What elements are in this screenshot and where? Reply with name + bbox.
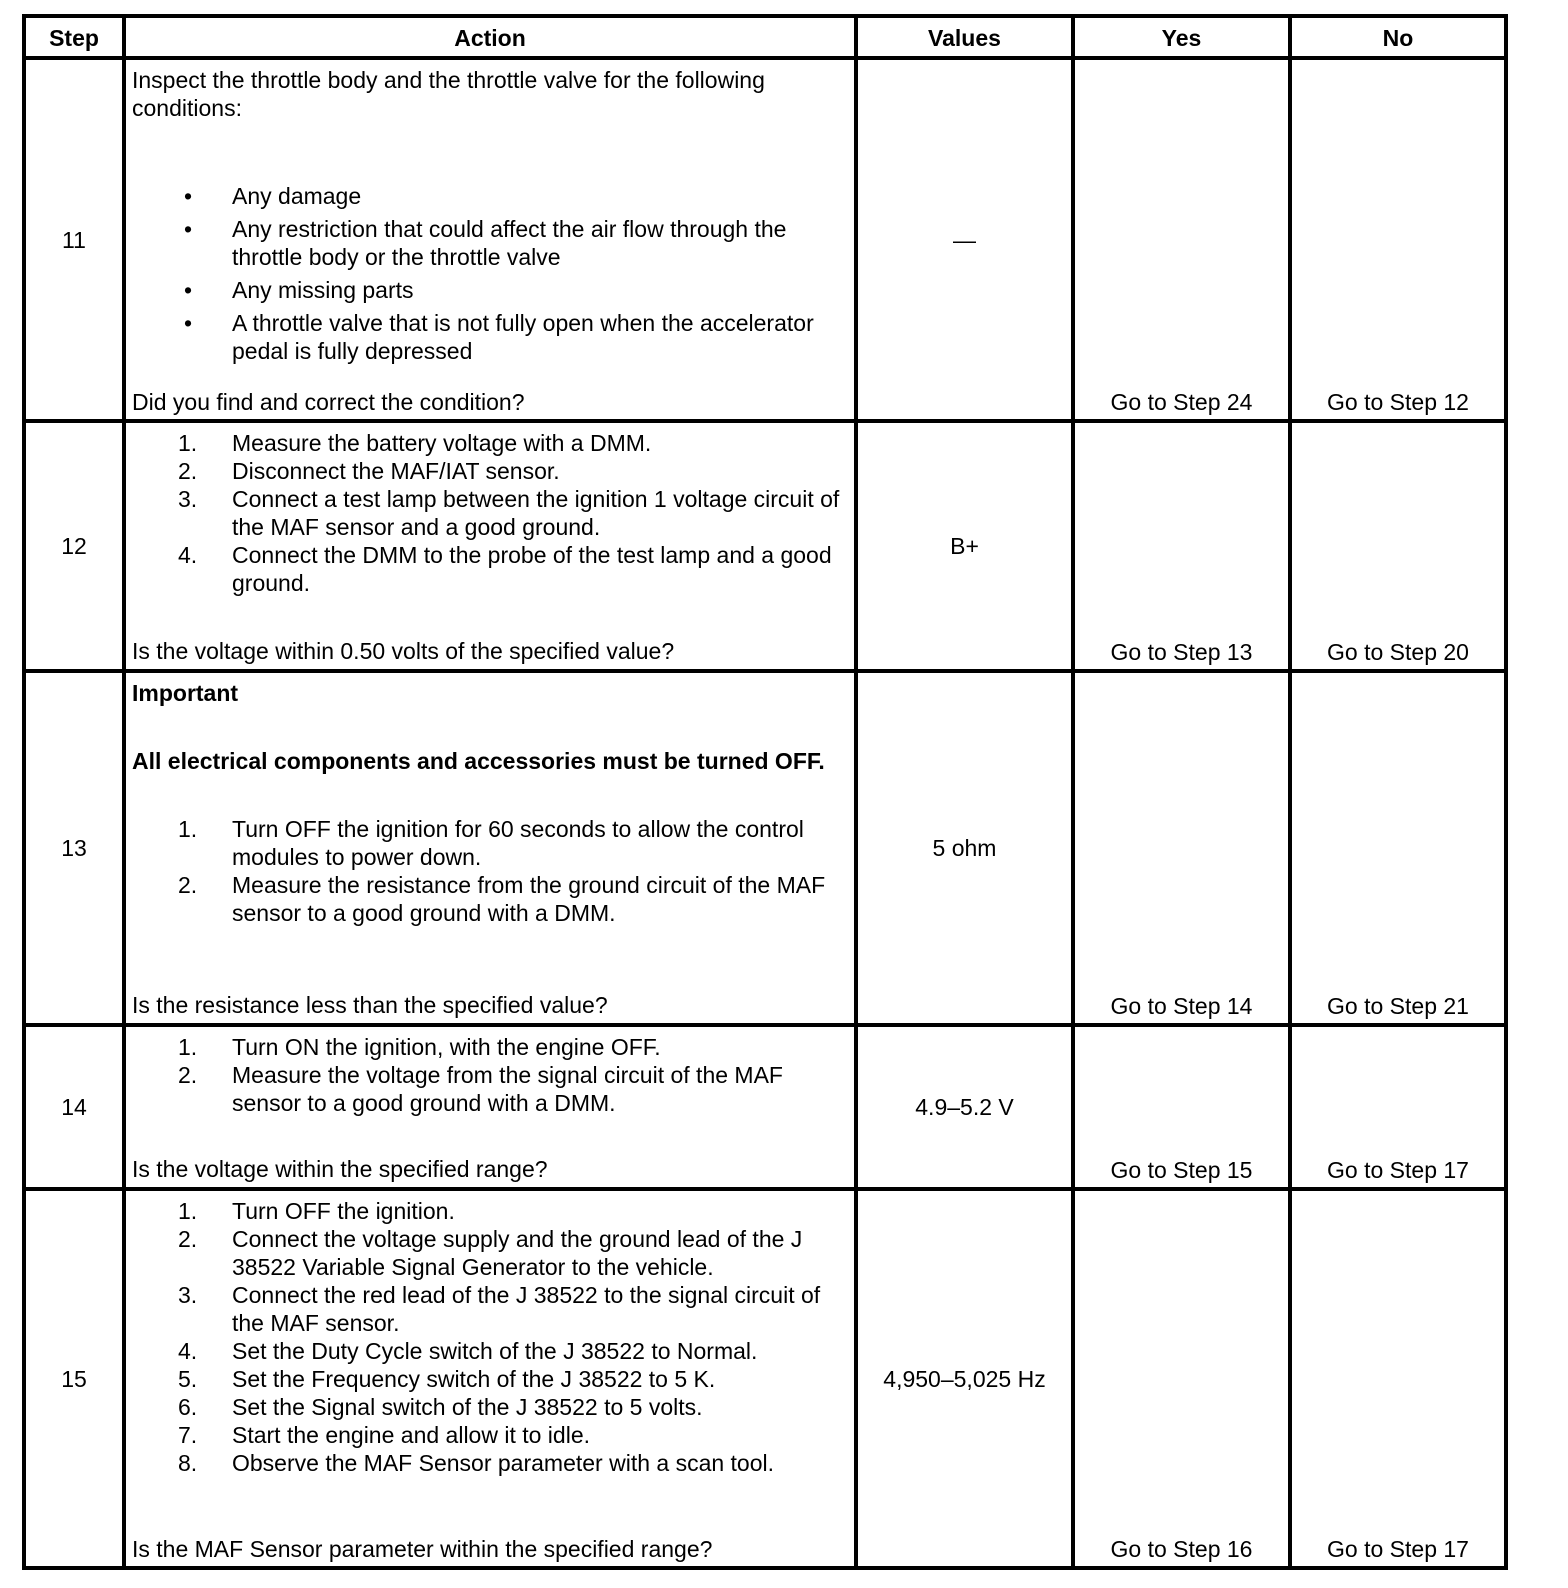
list-item: 2. Disconnect the MAF/IAT sensor. <box>178 458 560 484</box>
header-values: Values <box>928 25 1001 51</box>
action-question: Did you find and correct the condition? <box>132 389 525 415</box>
list-item: 4. Connect the DMM to the probe of the test lamp and a good ground. <box>178 542 832 596</box>
list-item: 3. Connect a test lamp between the ignition 1 voltage circuit of the MAF sensor and a good ground. <box>178 486 840 540</box>
list-item: 1. Measure the battery voltage with a DMM. <box>178 430 652 456</box>
action-question: Is the MAF Sensor parameter within the specified range? <box>132 1536 713 1562</box>
yes-link[interactable]: Go to Step 14 <box>1110 993 1253 1019</box>
number-marker: 1. <box>178 816 198 842</box>
value-cell: B+ <box>950 533 979 559</box>
step-number: 11 <box>62 226 86 253</box>
number-marker: 3. <box>178 1282 198 1308</box>
step-number: 12 <box>61 533 87 559</box>
list-item: • Any missing parts <box>184 277 414 303</box>
step-number: 14 <box>61 1094 87 1120</box>
action-cell <box>126 423 854 669</box>
list-item: 1. Turn OFF the ignition. <box>178 1198 455 1224</box>
value-cell: 5 ohm <box>932 835 997 861</box>
number-marker: 4. <box>178 1338 198 1364</box>
condition-list <box>132 182 848 365</box>
list-item: 3. Connect the red lead of the J 38522 to the signal circuit of the MAF sensor. <box>178 1282 821 1336</box>
number-marker: 1. <box>178 1198 198 1224</box>
yes-link[interactable]: Go to Step 13 <box>1110 639 1253 665</box>
step-list <box>132 1197 848 1477</box>
yes-link[interactable]: Go to Step 24 <box>1110 389 1253 415</box>
value-cell: 4,950–5,025 Hz <box>883 1365 1046 1392</box>
number-marker: 3. <box>178 486 198 512</box>
step-number: 13 <box>61 835 87 861</box>
number-marker: 2. <box>178 458 198 484</box>
important-text: All electrical components and accessories must be turned OFF. <box>132 748 825 774</box>
number-marker: 1. <box>178 1034 198 1060</box>
list-item: 5. Set the Frequency switch of the J 38522 to 5 K. <box>178 1366 716 1392</box>
column-divider <box>1288 18 1292 1566</box>
list-item: 1. Turn OFF the ignition for 60 seconds to allow the control modules to power down. <box>178 816 804 870</box>
action-question: Is the voltage within the specified range? <box>132 1156 548 1182</box>
number-marker: 5. <box>178 1366 198 1392</box>
no-link[interactable]: Go to Step 17 <box>1327 1536 1469 1562</box>
number-marker: 6. <box>178 1394 198 1420</box>
column-divider <box>1071 18 1075 1566</box>
list-item: 6. Set the Signal switch of the J 38522 to 5 volts. <box>178 1394 703 1420</box>
list-item: 1. Turn ON the ignition, with the engine OFF. <box>178 1034 661 1060</box>
number-marker: 1. <box>178 430 198 456</box>
value-cell: 4.9–5.2 V <box>915 1094 1014 1120</box>
bullet-marker: • <box>184 310 193 336</box>
header-no: No <box>1382 25 1414 51</box>
list-item: • A throttle valve that is not fully open when the accelerator pedal is fully depressed <box>184 310 814 364</box>
action-intro: Inspect the throttle body and the throttle valve for the following conditions: <box>132 67 765 121</box>
bullet-marker: • <box>184 277 193 303</box>
number-marker: 2. <box>178 872 198 898</box>
no-link[interactable]: Go to Step 20 <box>1327 639 1469 665</box>
bullet-marker: • <box>184 183 193 209</box>
number-marker: 4. <box>178 542 198 568</box>
action-question: Is the resistance less than the specified value? <box>132 992 608 1018</box>
header-action: Action <box>454 25 526 51</box>
no-link[interactable]: Go to Step 12 <box>1327 389 1469 415</box>
list-item: 7. Start the engine and allow it to idle. <box>178 1422 591 1448</box>
diagnostic-table <box>22 14 1508 1570</box>
action-cell <box>126 1191 854 1566</box>
no-link[interactable]: Go to Step 21 <box>1327 993 1469 1019</box>
step-number: 15 <box>61 1365 87 1392</box>
list-item: 8. Observe the MAF Sensor parameter with a scan tool. <box>178 1450 775 1476</box>
value-cell: — <box>953 226 976 253</box>
no-link[interactable]: Go to Step 17 <box>1327 1157 1469 1183</box>
yes-link[interactable]: Go to Step 16 <box>1110 1536 1253 1562</box>
number-marker: 2. <box>178 1062 198 1088</box>
step-list <box>132 1033 848 1117</box>
action-cell <box>126 60 854 419</box>
list-item: 2. Connect the voltage supply and the ground lead of the J 38522 Variable Signal Generator to the vehicle. <box>178 1226 803 1280</box>
important-title: Important <box>132 680 239 706</box>
list-item: 2. Measure the resistance from the ground circuit of the MAF sensor to a good ground with a DMM. <box>178 872 826 926</box>
list-item: • Any damage <box>184 183 362 209</box>
step-list <box>132 815 848 927</box>
bullet-marker: • <box>184 216 193 242</box>
action-cell <box>126 1027 854 1187</box>
number-marker: 7. <box>178 1422 198 1448</box>
action-question: Is the voltage within 0.50 volts of the specified value? <box>132 638 675 664</box>
action-cell <box>126 673 854 1023</box>
list-item: 4. Set the Duty Cycle switch of the J 38522 to Normal. <box>178 1338 758 1364</box>
list-item: • Any restriction that could affect the air flow through the throttle body or the throttle valve <box>184 216 787 270</box>
list-item: 2. Measure the voltage from the signal circuit of the MAF sensor to a good ground with a DMM. <box>178 1062 783 1116</box>
number-marker: 2. <box>178 1226 198 1252</box>
step-list <box>132 429 848 597</box>
header-step: Step <box>49 25 99 51</box>
number-marker: 8. <box>178 1450 198 1476</box>
yes-link[interactable]: Go to Step 15 <box>1110 1157 1253 1183</box>
header-yes: Yes <box>1161 25 1202 51</box>
